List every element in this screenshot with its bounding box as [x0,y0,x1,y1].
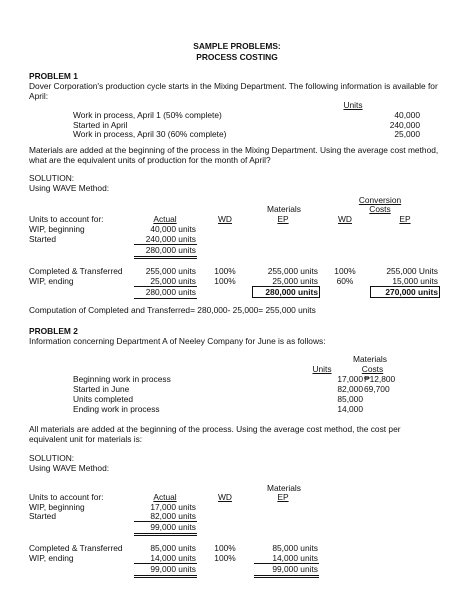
computation-note: Computation of Completed and Transferred= 280,000- 25,000= 255,000 units [29,305,316,315]
problem2-question-line2: equivalent unit for materials is: [29,434,143,444]
we-actual: 14,000 units [150,553,196,563]
we-wd: 100% [214,276,236,286]
started-label: Started [29,234,57,244]
double-underline [134,256,197,257]
ct-wd2: 100% [334,266,356,276]
total-actual: 280,000 units [145,287,196,297]
conversion-header: Conversion [358,195,402,205]
given-row-units: 82,000 [337,384,363,394]
method-label: Using WAVE Method: [29,183,110,193]
double-underline [134,577,197,578]
wip-beginning-actual: 17,000 units [150,502,196,512]
units-header: Units [312,364,332,374]
solution-label: SOLUTION: [29,173,75,183]
double-underline [134,298,197,299]
we-wd2: 60% [336,276,354,286]
we-ep2: 15,000 units [392,276,438,286]
given-row-units: 85,000 [337,394,363,404]
double-underline [254,577,319,578]
given-row-cost: ₱12,800 [364,374,396,384]
conversion-costs-header: Costs [369,204,391,214]
problem2-heading: PROBLEM 2 [29,326,78,336]
materials-header: Materials [267,204,301,214]
ct-wd: 100% [214,266,236,276]
given-row-value: 240,000 [389,120,420,130]
double-underline [134,533,197,534]
we-wd: 100% [214,553,236,563]
started-actual: 240,000 units [145,234,196,244]
ct-ep2: 255,000 Units [386,266,438,276]
problem2-question-line1: All materials are added at the beginning of the process. Using the average cost method, the cost per [29,424,401,434]
col-wd-header: WD [218,492,232,502]
col-ep-header: EP [277,492,289,502]
total-ep: 280,000 units [265,287,318,297]
wip-ending-label: WIP, ending [29,276,74,286]
costs-header: Costs [361,364,384,374]
total-actual: 99,000 units [150,564,196,574]
units-to-account-label: Units to account for: [29,214,104,224]
problem2-intro: Information concerning Department A of Neeley Company for June is as follows: [29,336,326,346]
problem1-question-line1: Materials are added at the beginning of the process in the Mixing Department. Using the average cost method, [29,145,439,155]
col-ep2-header: EP [399,214,411,224]
given-row-label: Started in April [73,120,128,130]
wip-beginning-label: WIP, beginning [29,224,85,234]
method-label: Using WAVE Method: [29,463,110,473]
units-to-account-label: Units to account for: [29,492,104,502]
given-row-label: Started in June [73,384,130,394]
started-label: Started [29,511,57,521]
given-row-cost: 69,700 [364,384,390,394]
given-row-value: 40,000 [394,110,420,120]
given-row-value: 25,000 [394,129,420,139]
col-wd-header: WD [218,214,232,224]
given-row-label: Beginning work in process [73,374,171,384]
wip-beginning-actual: 40,000 units [150,224,196,234]
col-actual-header: Actual [153,214,177,224]
ct-actual: 85,000 units [150,543,196,553]
total-ep2: 270,000 units [385,287,438,297]
problem1-intro-line2: April: [29,91,49,101]
given-row-label: Units completed [73,394,134,404]
page-title: SAMPLE PROBLEMS: [193,41,281,51]
materials-header: Materials [267,483,301,493]
we-ep: 14,000 units [272,553,318,563]
double-underline [254,575,319,576]
units-header: Units [343,100,363,110]
double-underline [134,535,197,536]
ct-wd: 100% [214,543,236,553]
solution-label: SOLUTION: [29,453,75,463]
ct-ep: 255,000 units [267,266,318,276]
given-row-units: 14,000 [337,404,363,414]
completed-transferred-label: Completed & Transferred [29,543,123,553]
problem1-heading: PROBLEM 1 [29,71,78,81]
problem1-question-line2: what are the equivalent units of production for the month of April? [29,155,271,165]
materials-header: Materials [353,354,387,364]
completed-transferred-label: Completed & Transferred [29,266,123,276]
col-ep-header: EP [277,214,289,224]
double-underline [134,575,197,576]
wip-beginning-label: WIP, beginning [29,502,85,512]
total-to-account: 99,000 units [150,522,196,532]
wip-ending-label: WIP, ending [29,553,74,563]
total-ep: 99,000 units [272,564,318,574]
problem1-intro-line1: Dover Corporation's production cycle starts in the Mixing Department. The following information is available for [29,81,438,91]
double-underline [134,258,197,259]
we-ep: 25,000 units [272,276,318,286]
total-to-account: 280,000 units [145,245,196,255]
started-actual: 82,000 units [150,511,196,521]
given-row-units: 17,000 [337,374,363,384]
page-subtitle: PROCESS COSTING [196,52,278,62]
we-actual: 25,000 units [150,276,196,286]
given-row-label: Ending work in process [73,404,160,414]
col-wd2-header: WD [338,214,352,224]
ct-ep: 85,000 units [272,543,318,553]
ct-actual: 255,000 units [145,266,196,276]
col-actual-header: Actual [153,492,177,502]
given-row-label: Work in process, April 1 (50% complete) [73,110,222,120]
given-row-label: Work in process, April 30 (60% complete) [73,129,227,139]
